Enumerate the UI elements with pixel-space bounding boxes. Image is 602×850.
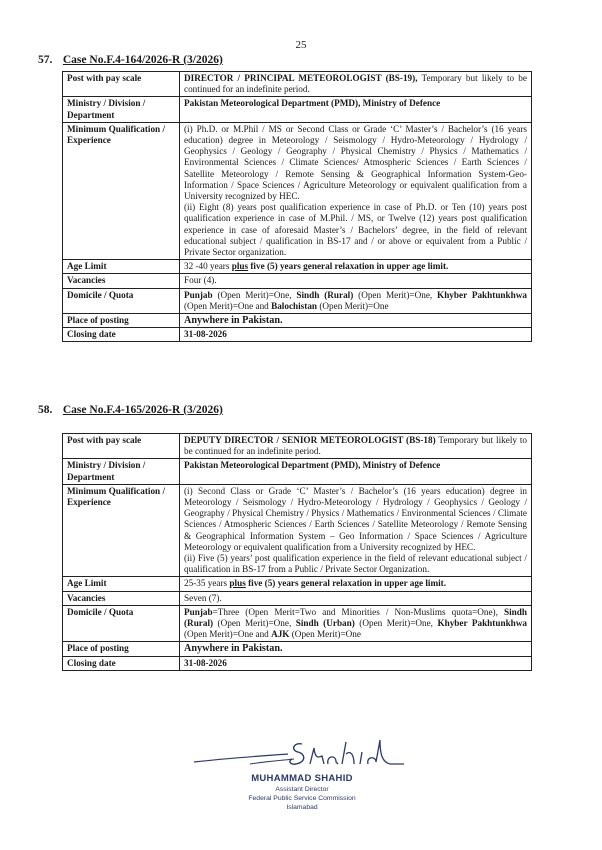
age-relaxation: five (5) years general relaxation in upper age limit. xyxy=(245,578,447,589)
age-value xyxy=(180,577,532,591)
ministry-value: Pakistan Meteorological Department (PMD), Ministry of Defence xyxy=(180,459,532,484)
table-row xyxy=(63,274,532,288)
domicile-quota: (Open Merit)=One, xyxy=(353,289,438,300)
post-value xyxy=(180,72,532,97)
case-number: 58. xyxy=(38,404,53,416)
posting-value: Anywhere in Pakistan. xyxy=(180,642,532,656)
posting-value: Anywhere in Pakistan. xyxy=(180,314,532,328)
domicile-province: Khyber Pakhtunkhwa xyxy=(437,618,528,629)
table-row xyxy=(63,97,532,122)
posting-label: Place of posting xyxy=(63,314,180,328)
domicile-quota: =Three (Open Merit=Two and Minorities / Non-Muslims quota=One), xyxy=(212,606,504,617)
domicile-province: Punjab xyxy=(184,289,213,300)
domicile-label: Domicile / Quota xyxy=(63,288,180,313)
domicile-value xyxy=(180,605,532,642)
case-heading xyxy=(38,404,223,416)
case-table xyxy=(62,433,532,671)
post-title: DIRECTOR / PRINCIPAL METEOROLOGIST (BS-19), xyxy=(184,73,418,83)
table-row xyxy=(63,459,532,484)
age-plus: plus xyxy=(231,261,249,272)
post-title: DEPUTY DIRECTOR / SENIOR METEOROLOGIST (BS-18) xyxy=(184,435,436,445)
table-row xyxy=(63,577,532,591)
case-heading xyxy=(38,54,223,66)
table-row xyxy=(63,328,532,342)
signatory-name: MUHAMMAD SHAHID xyxy=(251,773,353,784)
domicile-quota: (Open Merit)=One and xyxy=(184,300,272,311)
domicile-province: AJK xyxy=(271,629,290,640)
signatory-designation: Assistant Director xyxy=(275,786,329,793)
post-note: Temporary but likely to be continued for an indefinite period. xyxy=(184,435,527,457)
domicile-province: Balochistan xyxy=(271,300,318,311)
domicile-province: Sindh (Rural) xyxy=(184,606,527,629)
domicile-quota: (Open Merit)=One, xyxy=(354,618,438,629)
table-row xyxy=(63,484,532,577)
table-row xyxy=(63,260,532,274)
vacancies-value: Seven (7). xyxy=(180,591,532,605)
qualification-item: (i) Second Class or Grade ‘C’ Master’s / Bachelor’s (16 years education) degree in Meteorology / Seismology / Hydro-Meteorology / Hydrology / Geophysics / Geology / Geography / Physical Chemistry / Physics / Mathematics / Environmental Sciences / Climate Sciences / Atmospheric Sciences / Earth Sciences / Satellite Meteorology / Remote Sensing & Geographical Information System – Geo Information / Space Sciences / Agriculture Meteorology or equivalent qualification from a University recognized by HEC. xyxy=(184,485,527,552)
domicile-quota: (Open Merit)=One, xyxy=(213,618,296,629)
qualification-label: Minimum Qualification / Experience xyxy=(63,122,180,259)
ministry-label: Ministry / Division / Department xyxy=(63,459,180,484)
table-row xyxy=(63,314,532,328)
age-range: 25-35 years xyxy=(184,578,230,589)
case-number: 57. xyxy=(38,54,53,66)
domicile-quota: (Open Merit)=One and xyxy=(184,629,272,640)
domicile-province: Khyber Pakhtunkhwa xyxy=(437,289,527,300)
case-title: Case No.F.4-164/2026-R (3/2026) xyxy=(62,54,223,66)
domicile-province: Sindh (Rural) xyxy=(296,289,354,300)
vacancies-label: Vacancies xyxy=(63,591,180,605)
post-value xyxy=(180,434,532,459)
vacancies-value: Four (4). xyxy=(180,274,532,288)
ministry-label: Ministry / Division / Department xyxy=(63,97,180,122)
table-row xyxy=(63,656,532,670)
posting-label: Place of posting xyxy=(63,642,180,656)
age-plus: plus xyxy=(229,578,246,589)
age-value xyxy=(180,260,532,274)
table-row xyxy=(63,605,532,642)
age-relaxation: five (5) years general relaxation in upper age limit. xyxy=(248,261,449,272)
table-row xyxy=(63,122,532,259)
domicile-quota: (Open Merit)=One, xyxy=(212,289,297,300)
qualification-label: Minimum Qualification / Experience xyxy=(63,484,180,577)
qualification-value xyxy=(180,122,532,259)
ministry-value: Pakistan Meteorological Department (PMD), Ministry of Defence xyxy=(180,97,532,122)
domicile-label: Domicile / Quota xyxy=(63,605,180,642)
age-label: Age Limit xyxy=(63,577,180,591)
closing-label: Closing date xyxy=(63,656,180,670)
table-row xyxy=(63,72,532,97)
case-table xyxy=(62,71,532,342)
post-note: Temporary but likely to be continued for an indefinite period. xyxy=(184,73,527,95)
age-range: 32 -40 years xyxy=(184,261,232,272)
case-title: Case No.F.4-165/2026-R (3/2026) xyxy=(62,404,223,416)
table-row xyxy=(63,288,532,313)
signatory-city: Islamabad xyxy=(286,804,318,811)
handwritten-signature xyxy=(190,734,420,774)
domicile-quota: (Open Merit)=One xyxy=(317,300,389,311)
page-number: 25 xyxy=(295,39,307,51)
domicile-value xyxy=(180,288,532,313)
closing-value: 31-08-2026 xyxy=(180,656,532,670)
signatory-organization: Federal Public Service Commission xyxy=(248,795,356,802)
closing-value: 31-08-2026 xyxy=(180,328,532,342)
post-label: Post with pay scale xyxy=(63,72,180,97)
qualification-value xyxy=(180,484,532,577)
vacancies-label: Vacancies xyxy=(63,274,180,288)
age-label: Age Limit xyxy=(63,260,180,274)
qualification-item: (i) Ph.D. or M.Phil / MS or Second Class or Grade ‘C’ Master’s / Bachelor’s (16 years education) degree in Meteorology / Seismology / Hydro-Meteorology / Hydrology / Geophysics / Geology / Geography / Physical Chemistry / Physics / Mathematics / Environmental Sciences / Climate Sciences/ Atmospheric Sciences / Earth Sciences / Satellite Meteorology / Remote Sensing & Geographical Information System-Geo-Information / Space Sciences / Agriculture Meteorology or equivalent qualification from a University recognized by HEC. xyxy=(184,123,527,202)
domicile-province: Sindh (Urban) xyxy=(295,618,355,629)
experience-item: (ii) Eight (8) years post qualification experience in case of Ph.D. or Ten (10) years post qualification experience in case of M.Phil. / MS, or Twelve (12) years post qualification experience in case of aforesaid Master’s / Bachelors’ degree, in the field of relevant educational subject / qualification in BS-17 and / or above or equivalent from a Public / Private Sector organization. xyxy=(184,202,527,258)
domicile-quota: (Open Merit)=One xyxy=(289,629,361,640)
post-label: Post with pay scale xyxy=(63,434,180,459)
closing-label: Closing date xyxy=(63,328,180,342)
table-row xyxy=(63,434,532,459)
domicile-province: Punjab xyxy=(184,606,213,617)
table-row xyxy=(63,642,532,656)
experience-item: (ii) Five (5) years’ post qualification experience in the field of relevant educational subject / qualification in BS-17 from a Public / Private Sector Organization. xyxy=(184,553,527,575)
table-row xyxy=(63,591,532,605)
